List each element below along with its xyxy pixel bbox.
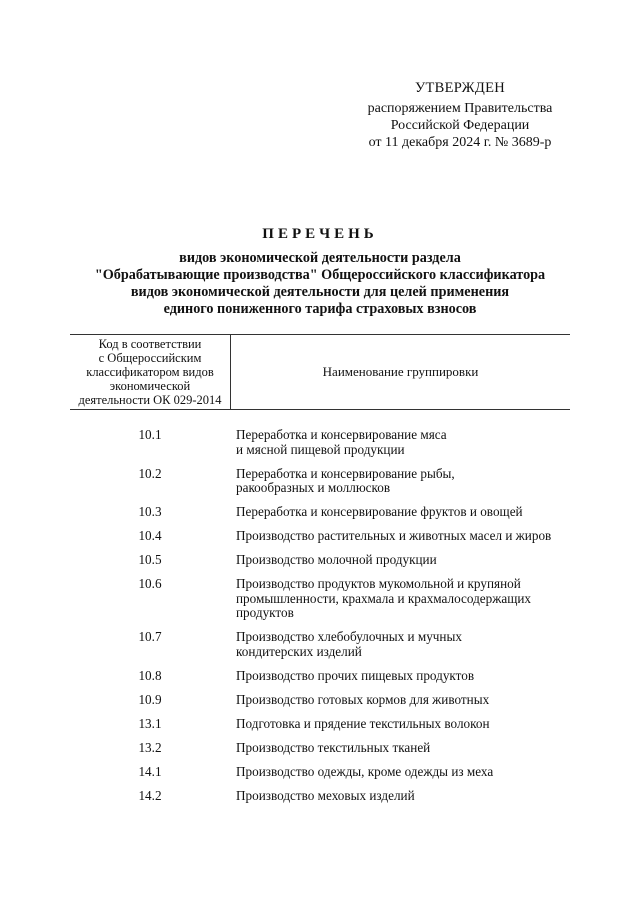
row-code: 10.6 bbox=[138, 576, 162, 591]
document-title: ПЕРЕЧЕНЬ bbox=[262, 226, 378, 242]
header-code-line: экономической bbox=[109, 379, 191, 393]
table-row bbox=[70, 505, 570, 520]
table-row bbox=[70, 693, 570, 708]
row-name bbox=[230, 765, 566, 780]
header-name-column: Наименование группировки bbox=[322, 364, 479, 379]
table-row bbox=[70, 765, 570, 780]
subtitle-line: единого пониженного тарифа страховых взносов bbox=[163, 301, 477, 317]
row-name bbox=[230, 717, 566, 732]
row-name bbox=[230, 741, 566, 756]
header-code-line: классификатором видов bbox=[86, 365, 214, 379]
approval-line-2: Российской Федерации bbox=[390, 118, 530, 133]
table-row bbox=[70, 669, 570, 684]
row-code: 14.1 bbox=[138, 763, 162, 779]
row-code: 10.2 bbox=[138, 465, 162, 481]
row-name-line: кондитерских изделий bbox=[236, 643, 362, 659]
header-code-line: с Общероссийским bbox=[98, 351, 202, 365]
row-code: 10.8 bbox=[138, 667, 162, 683]
row-name-line: Производство текстильных тканей bbox=[236, 739, 431, 755]
table-row bbox=[70, 789, 570, 804]
table-row bbox=[70, 630, 570, 659]
row-name bbox=[230, 529, 566, 544]
approval-heading: УТВЕРЖДЕН bbox=[414, 80, 506, 96]
row-name-line: Подготовка и прядение текстильных волокон bbox=[236, 715, 490, 731]
table-row bbox=[70, 553, 570, 568]
table-row bbox=[70, 467, 570, 496]
document-subtitle bbox=[40, 250, 600, 318]
row-name-line: продуктов bbox=[236, 605, 294, 620]
row-name bbox=[230, 428, 566, 457]
subtitle-line: видов экономической деятельности раздела bbox=[179, 250, 461, 266]
row-name-line: Производство молочной продукции bbox=[236, 552, 437, 567]
row-name bbox=[230, 789, 566, 804]
row-name bbox=[230, 553, 566, 568]
row-name-line: Производство растительных и животных масел и жиров bbox=[236, 528, 552, 543]
row-name bbox=[230, 505, 566, 520]
row-code: 10.3 bbox=[138, 504, 162, 519]
subtitle-line: "Обрабатывающие производства" Общероссийского классификатора bbox=[94, 267, 546, 283]
row-name bbox=[230, 630, 566, 659]
row-name bbox=[230, 577, 566, 621]
row-name bbox=[230, 693, 566, 708]
row-code: 10.5 bbox=[138, 552, 162, 567]
row-code: 13.1 bbox=[138, 715, 162, 731]
approval-line-3: от 11 декабря 2024 г. № 3689-р bbox=[368, 135, 552, 150]
header-code-line: Код в соответствии bbox=[98, 337, 202, 351]
row-name-line: Производство меховых изделий bbox=[236, 787, 415, 803]
row-name-line: Производство прочих пищевых продуктов bbox=[236, 667, 475, 683]
table-row bbox=[70, 577, 570, 621]
header-code-line: деятельности ОК 029-2014 bbox=[78, 393, 222, 407]
row-name-line: Переработка и консервирование мяса bbox=[236, 427, 447, 442]
approval-line-1: распоряжением Правительства bbox=[367, 101, 553, 116]
header-code-column bbox=[70, 335, 231, 409]
row-name-line: Производство хлебобулочных и мучных bbox=[236, 629, 462, 644]
row-name bbox=[230, 467, 566, 496]
row-name-line: Переработка и консервирование фруктов и овощей bbox=[236, 504, 523, 519]
table-header bbox=[70, 334, 570, 410]
row-name-line: и мясной пищевой продукции bbox=[236, 441, 405, 457]
row-name bbox=[230, 669, 566, 684]
table-row bbox=[70, 529, 570, 544]
row-name-line: ракообразных и моллюсков bbox=[236, 480, 391, 495]
row-name-line: Производство одежды, кроме одежды из меха bbox=[236, 763, 494, 779]
table-row bbox=[70, 428, 570, 457]
row-code: 13.2 bbox=[138, 739, 162, 755]
row-code: 10.4 bbox=[138, 528, 162, 543]
row-code: 10.7 bbox=[138, 629, 162, 644]
row-name-line: Производство продуктов мукомольной и крупяной bbox=[236, 576, 521, 591]
row-code: 10.1 bbox=[138, 427, 162, 442]
table-body bbox=[70, 428, 570, 813]
table-row bbox=[70, 717, 570, 732]
row-code: 14.2 bbox=[138, 787, 162, 803]
row-code: 10.9 bbox=[138, 691, 162, 707]
row-name-line: промышленности, крахмала и крахмалосодержащих bbox=[236, 590, 532, 606]
approval-block bbox=[340, 80, 580, 151]
row-name-line: Производство готовых кормов для животных bbox=[236, 691, 490, 707]
subtitle-line: видов экономической деятельности для целей применения bbox=[130, 284, 510, 300]
row-name-line: Переработка и консервирование рыбы, bbox=[236, 465, 455, 481]
table-row bbox=[70, 741, 570, 756]
